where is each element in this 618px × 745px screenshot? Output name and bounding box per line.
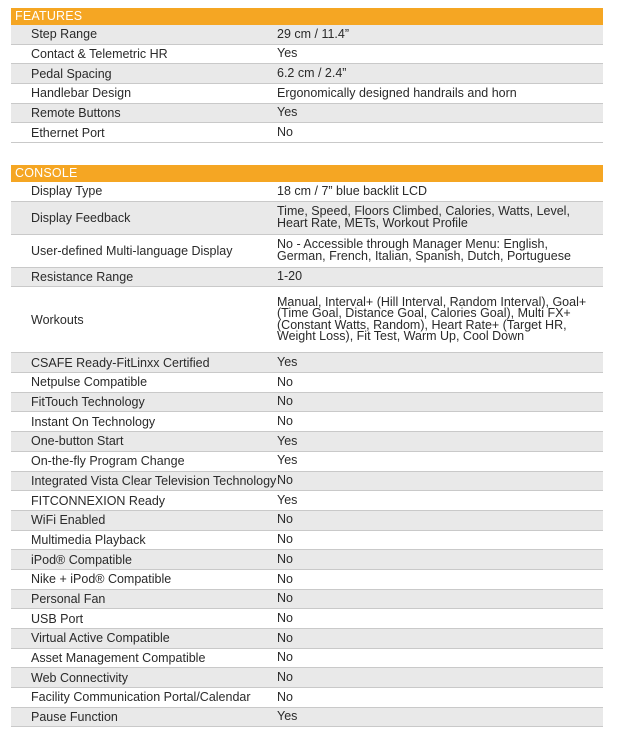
table-row [11,472,603,492]
row-label: User-defined Multi-language Display [31,243,233,258]
row-label: Web Connectivity [31,670,129,685]
table-row [11,104,603,124]
row-value: No [277,669,293,684]
features-header: FEATURES [11,8,603,25]
row-label: Netpulse Compatible [31,375,148,390]
table-row [11,590,603,610]
row-label: Facility Communication Portal/Calendar [31,690,251,705]
row-label: FITCONNEXION Ready [31,493,166,508]
row-value: Yes [277,433,298,448]
table-row [11,287,603,353]
table-row [11,268,603,288]
row-value: No [277,591,293,606]
row-value: No [277,473,293,488]
console-section [11,165,603,727]
table-row [11,202,603,235]
row-label: Ethernet Port [31,125,105,140]
row-value: No [277,610,293,625]
table-row [11,64,603,84]
row-label: Integrated Vista Clear Television Technology [31,473,277,488]
row-value: Yes [277,105,298,120]
row-label: Handlebar Design [31,86,132,101]
row-label: Remote Buttons [31,106,121,121]
row-value: No [277,650,293,665]
row-label: Instant On Technology [31,414,156,429]
row-label: Virtual Active Compatible [31,631,170,646]
row-value: No [277,512,293,527]
row-label: FitTouch Technology [31,395,145,410]
row-value: No [277,414,293,429]
row-label: One-button Start [31,434,124,449]
table-row [11,688,603,708]
row-label: On-the-fly Program Change [31,454,185,469]
row-label: Display Type [31,184,103,199]
row-value: No [277,532,293,547]
row-label: WiFi Enabled [31,513,106,528]
row-value: 29 cm / 11.4” [277,26,350,41]
table-row [11,550,603,570]
table-row [11,25,603,45]
features-section [11,8,603,143]
row-label: iPod® Compatible [31,552,132,567]
row-value: Yes [277,709,298,724]
row-label: Personal Fan [31,591,106,606]
table-row [11,182,603,202]
row-value: No [277,551,293,566]
table-row [11,393,603,413]
row-value: No [277,374,293,389]
table-row [11,353,603,373]
table-row [11,511,603,531]
row-label: Step Range [31,27,98,42]
row-label: Pedal Spacing [31,66,112,81]
table-row [11,432,603,452]
row-label: Contact & Telemetric HR [31,47,168,62]
row-value: No [277,125,293,140]
table-row [11,373,603,393]
row-label: Pause Function [31,710,118,725]
row-value: No [277,394,293,409]
console-header: CONSOLE [11,165,603,182]
row-value: Manual, Interval+ (Hill Interval, Random Interval), Goal+ (Time Goal, Distance Goal, Calories Goal), Multi FX+ (Constant Watts, Random), Heart Rate+ (Target HR, Weight Loss), Fit Test, Warm Up, Cool Down [277,294,587,344]
row-label: USB Port [31,611,84,626]
row-value: Yes [277,492,298,507]
table-row [11,491,603,511]
row-value: No [277,571,293,586]
table-row [11,84,603,104]
row-value: 1-20 [277,269,303,284]
row-value: 6.2 cm / 2.4” [277,65,347,80]
row-value: Yes [277,354,298,369]
row-value: No - Accessible through Manager Menu: English, German, French, Italian, Spanish, Dutch, Portuguese [277,237,571,263]
table-row [11,649,603,669]
row-label: Display Feedback [31,210,131,225]
row-label: Nike + iPod® Compatible [31,572,172,587]
row-label: Asset Management Compatible [31,651,206,666]
row-value: Ergonomically designed handrails and horn [277,85,517,100]
table-row [11,235,603,268]
row-value: Yes [277,46,298,61]
row-value: 18 cm / 7” blue backlit LCD [277,183,428,198]
row-label: Resistance Range [31,270,134,285]
row-label: CSAFE Ready-FitLinxx Certified [31,355,210,370]
table-row [11,570,603,590]
table-row [11,668,603,688]
table-row [11,531,603,551]
table-row [11,45,603,65]
table-row [11,708,603,728]
row-label: Workouts [31,312,84,327]
table-row [11,629,603,649]
row-value: Yes [277,453,298,468]
row-value: Time, Speed, Floors Climbed, Calories, Watts, Level, Heart Rate, METs, Workout Profile [277,204,570,230]
row-value: No [277,630,293,645]
table-row [11,412,603,432]
row-label: Multimedia Playback [31,532,146,547]
row-value: No [277,689,293,704]
table-row [11,452,603,472]
table-row [11,609,603,629]
table-row [11,123,603,143]
